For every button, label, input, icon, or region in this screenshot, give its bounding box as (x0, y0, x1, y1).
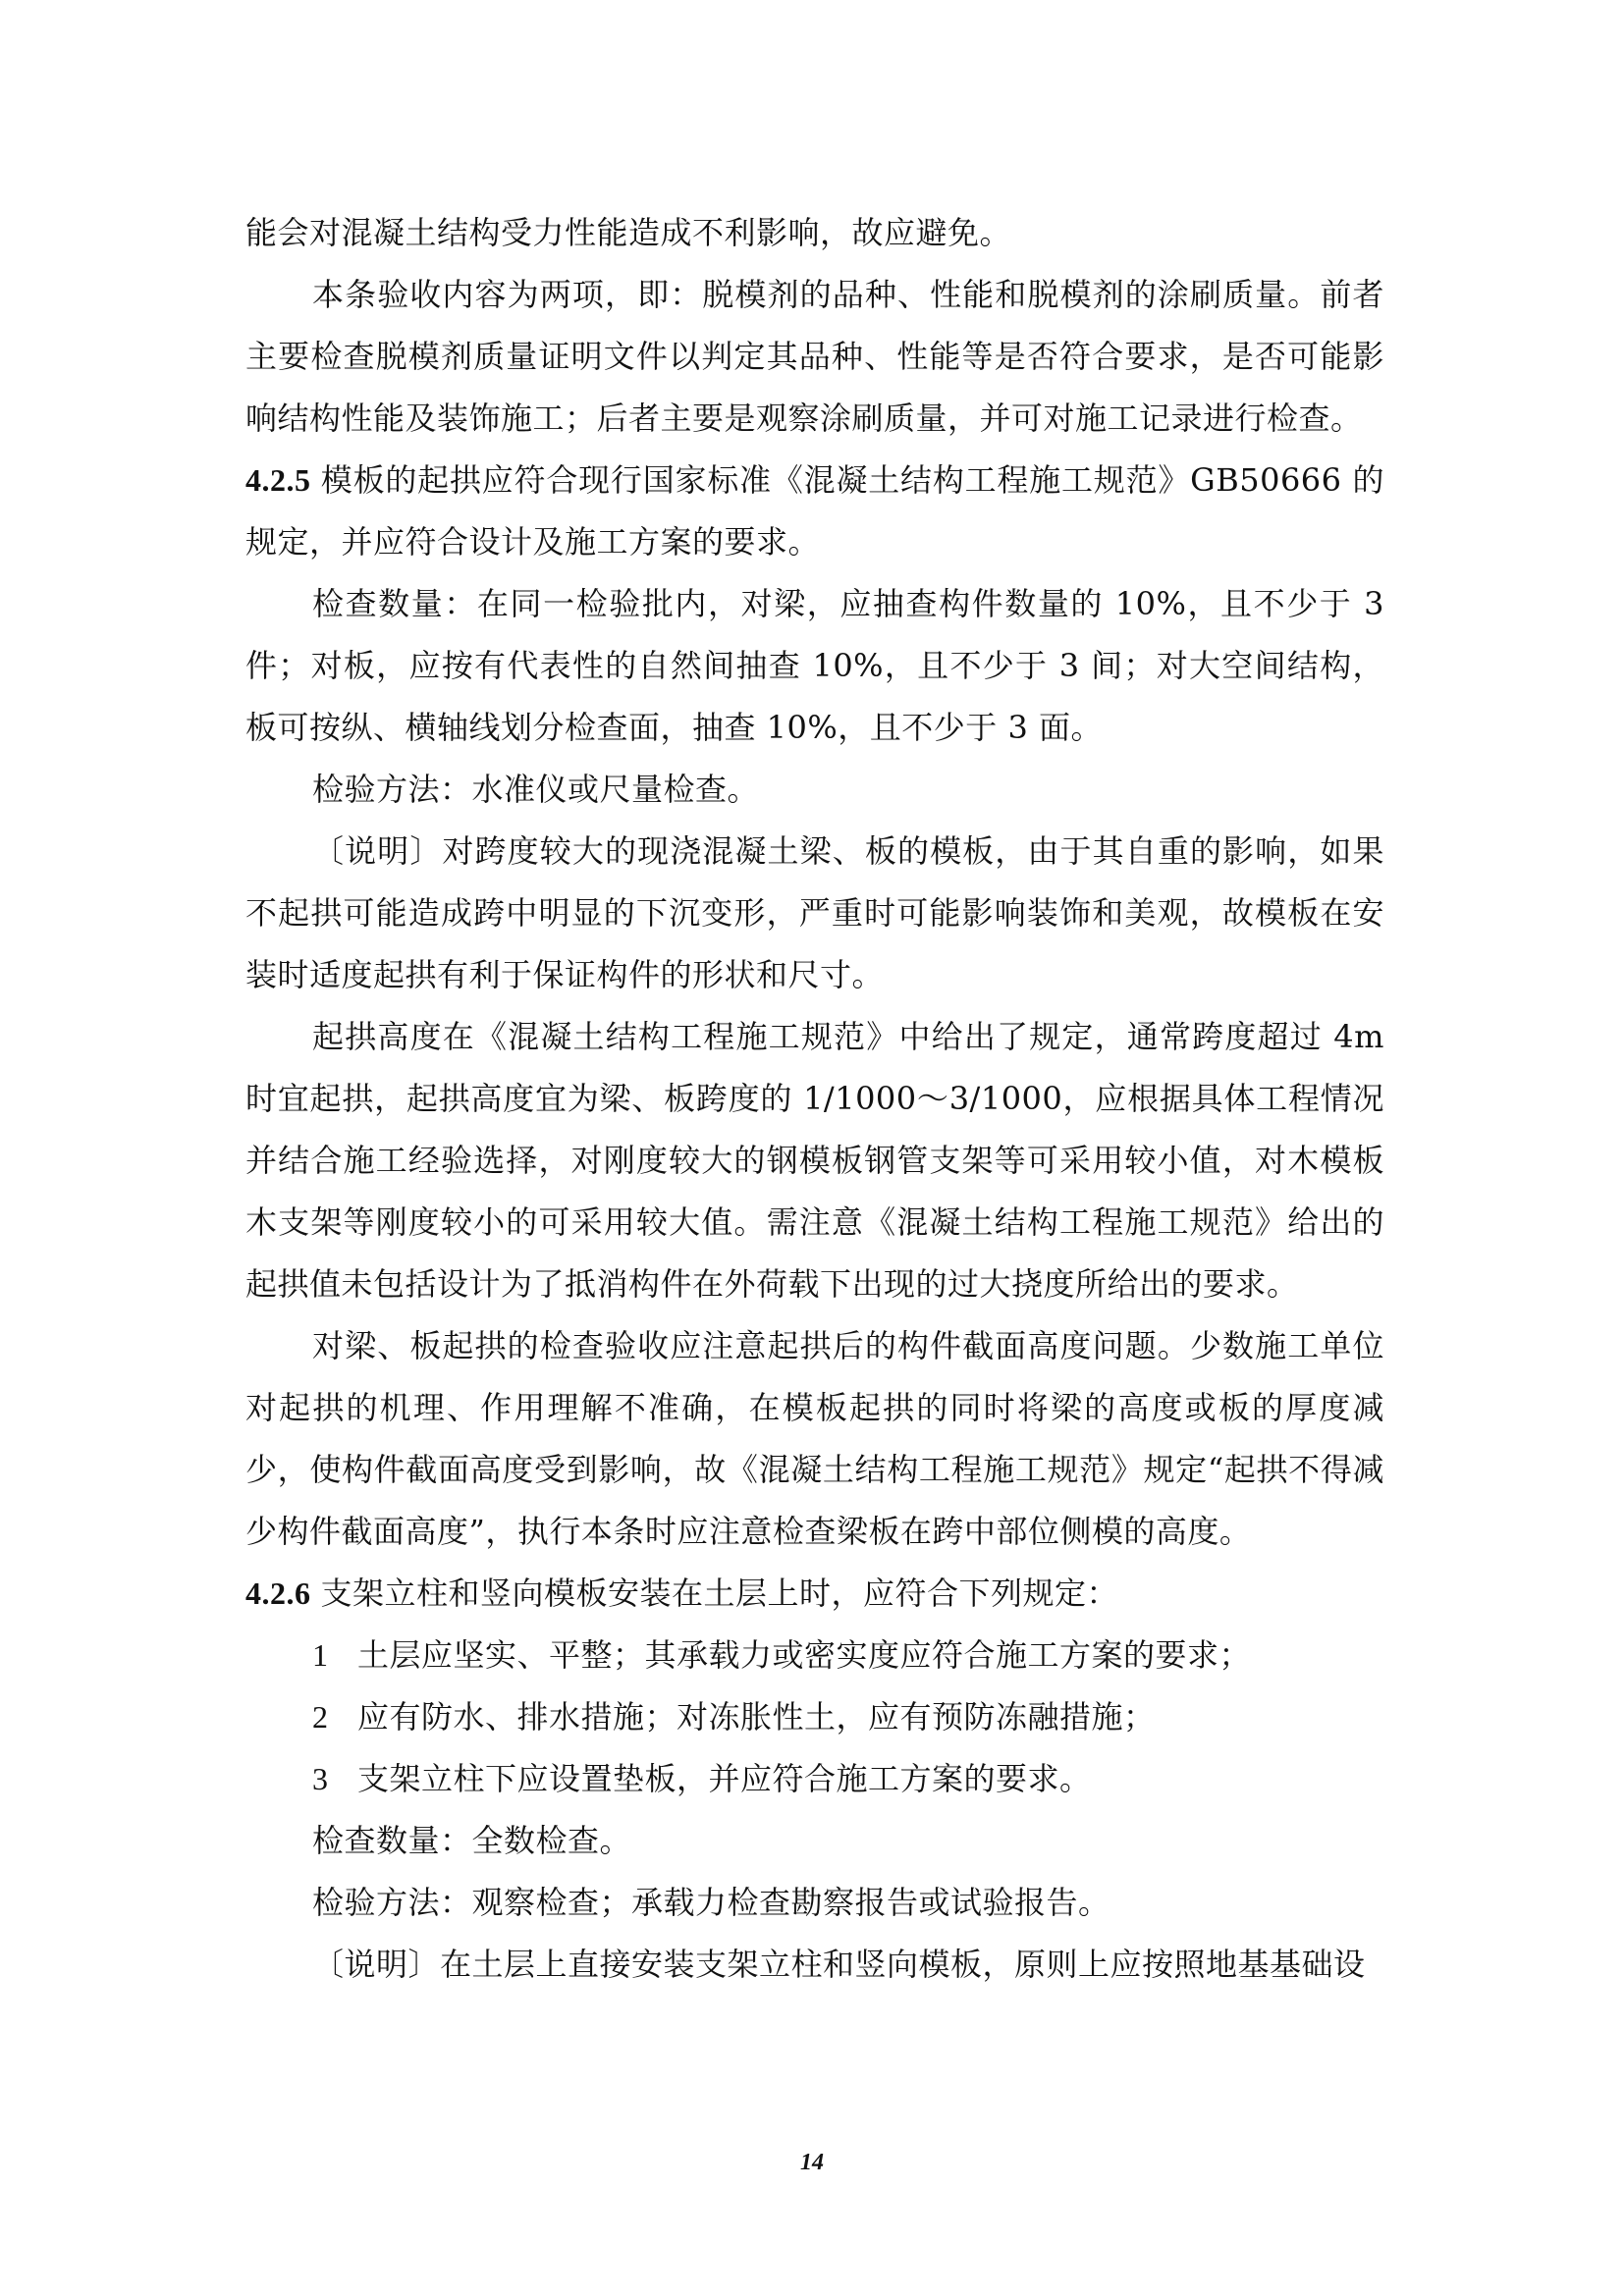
clause-4-2-5 (245, 450, 1384, 573)
paragraph-inspection-method: 检验方法：水准仪或尺量检查。 (312, 771, 760, 808)
clause-text: 模板的起拱应符合现行国家标准《混凝土结构工程施工规范》GB50666 的规定，并应符合设计及施工方案的要求。 (245, 461, 1384, 561)
paragraph-continuation: 能会对混凝土结构受力性能造成不利影响，故应避免。 (245, 214, 1012, 251)
clause-number: 4.2.5 (245, 462, 311, 498)
paragraph-explanation: 〔说明〕对跨度较大的现浇混凝土梁、板的模板，由于其自重的影响，如果不起拱可能造成跨中明显的下沉变形，严重时可能影响装饰和美观，故模板在安装时适度起拱有利于保证构件的形状和尺寸。 (245, 832, 1384, 993)
clause-number: 4.2.6 (245, 1575, 311, 1611)
page-number: 14 (800, 2150, 824, 2175)
list-item (245, 1686, 1384, 1748)
list-item-text: 土层应坚实、平整；其承载力或密实度应符合施工方案的要求； (357, 1636, 1252, 1674)
paragraph-camber-height: 起拱高度在《混凝土结构工程施工规范》中给出了规定，通常跨度超过 4m 时宜起拱，起拱高度宜为梁、板跨度的 1/1000～3/1000，应根据具体工程情况并结合施工经验选择，对刚度较大的钢模板钢管支架等可采用较小值，对木模板木支架等刚度较小的可采用较大值。需注意《混凝土结构工程施工规范》给出的起拱值未包括设计为了抵消构件在外荷载下出现的过大挠度所给出的要求。 (245, 1018, 1384, 1303)
list-item (245, 1625, 1384, 1686)
paragraph-camber-inspection: 对梁、板起拱的检查验收应注意起拱后的构件截面高度问题。少数施工单位对起拱的机理、作用理解不准确，在模板起拱的同时将梁的高度或板的厚度减少，使构件截面高度受到影响，故《混凝土结构工程施工规范》规定“起拱不得减少构件截面高度”，执行本条时应注意检查梁板在跨中部位侧模的高度。 (245, 1327, 1384, 1550)
list-item-number: 1 (312, 1637, 329, 1673)
paragraph-inspection-method-2: 检验方法：观察检查；承载力检查勘察报告或试验报告。 (312, 1884, 1110, 1921)
paragraph-inspection-quantity: 检查数量：在同一检验批内，对梁，应抽查构件数量的 10%，且不少于 3 件；对板，应按有代表性的自然间抽查 10%，且不少于 3 间；对大空间结构，板可按纵、横轴线划分检查面，抽查 10%，且不少于 3 面。 (245, 585, 1384, 746)
list-item (245, 1748, 1384, 1810)
document-body (245, 202, 1384, 1996)
list-item-text: 支架立柱下应设置垫板，并应符合施工方案的要求。 (357, 1760, 1092, 1797)
clause-4-2-6 (245, 1563, 1384, 1625)
clause-text: 支架立柱和竖向模板安装在土层上时，应符合下列规定： (320, 1575, 1119, 1612)
list-item-number: 3 (312, 1761, 329, 1796)
list-item-text: 应有防水、排水措施；对冻胀性土，应有预防冻融措施； (357, 1698, 1156, 1735)
paragraph-inspection-quantity-2: 检查数量：全数检查。 (312, 1822, 632, 1859)
paragraph-explanation-2: 〔说明〕在土层上直接安装支架立柱和竖向模板，原则上应按照地基基础设 (312, 1946, 1366, 1983)
paragraph-acceptance-content: 本条验收内容为两项，即：脱模剂的品种、性能和脱模剂的涂刷质量。前者主要检查脱模剂质量证明文件以判定其品种、性能等是否符合要求，是否可能影响结构性能及装饰施工；后者主要是观察涂刷质量，并可对施工记录进行检查。 (245, 276, 1384, 437)
list-item-number: 2 (312, 1699, 329, 1735)
